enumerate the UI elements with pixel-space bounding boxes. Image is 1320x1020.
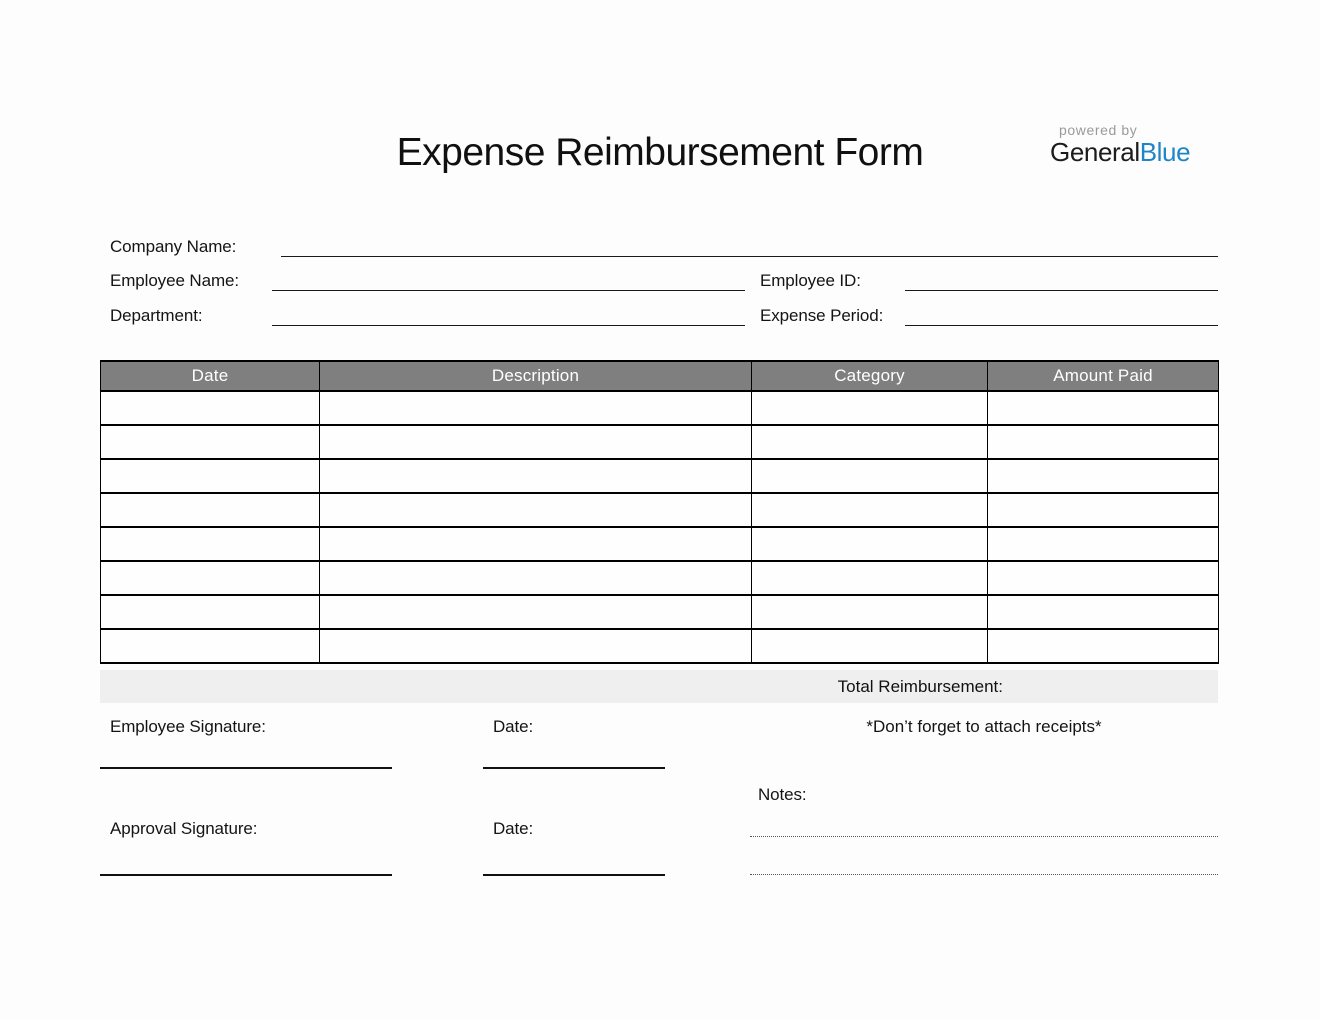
expense-cell-amount-paid[interactable] bbox=[988, 561, 1219, 595]
approval-date-label: Date: bbox=[493, 819, 534, 838]
expense-cell-description[interactable] bbox=[320, 391, 752, 425]
notes-label: Notes: bbox=[758, 785, 807, 804]
expense-cell-description[interactable] bbox=[320, 595, 752, 629]
expense-cell-date[interactable] bbox=[101, 595, 320, 629]
company-name-field[interactable] bbox=[281, 236, 1218, 257]
employee-date-label: Date: bbox=[493, 717, 534, 736]
column-header-amount-paid: Amount Paid bbox=[988, 361, 1219, 391]
generalblue-logo bbox=[1050, 122, 1220, 168]
expense-cell-amount-paid[interactable] bbox=[988, 629, 1219, 663]
expense-table-row bbox=[101, 527, 1219, 561]
expense-table-body bbox=[101, 391, 1219, 663]
total-reimbursement-row bbox=[100, 670, 1218, 703]
attach-receipts-reminder: *Don’t forget to attach receipts* bbox=[866, 717, 1102, 736]
expense-cell-date[interactable] bbox=[101, 425, 320, 459]
employee-date-line[interactable] bbox=[483, 745, 665, 769]
expense-cell-date[interactable] bbox=[101, 391, 320, 425]
expense-cell-date[interactable] bbox=[101, 561, 320, 595]
expense-cell-category[interactable] bbox=[752, 595, 988, 629]
employee-name-label: Employee Name: bbox=[110, 271, 239, 290]
expense-cell-amount-paid[interactable] bbox=[988, 459, 1219, 493]
expense-period-field[interactable] bbox=[905, 305, 1218, 326]
expense-cell-description[interactable] bbox=[320, 561, 752, 595]
employee-signature-line[interactable] bbox=[100, 745, 392, 769]
expense-cell-category[interactable] bbox=[752, 561, 988, 595]
total-reimbursement-label: Total Reimbursement: bbox=[837, 676, 1003, 696]
notes-line-2[interactable] bbox=[750, 851, 1218, 875]
employee-signature-label: Employee Signature: bbox=[110, 717, 266, 736]
expense-cell-category[interactable] bbox=[752, 391, 988, 425]
expense-table-header-row bbox=[101, 361, 1219, 391]
expense-cell-description[interactable] bbox=[320, 459, 752, 493]
brand-wordmark bbox=[1050, 138, 1220, 168]
column-header-date: Date bbox=[101, 361, 320, 391]
department-label: Department: bbox=[110, 306, 203, 325]
expense-cell-date[interactable] bbox=[101, 527, 320, 561]
expense-table-row bbox=[101, 459, 1219, 493]
expense-cell-date[interactable] bbox=[101, 629, 320, 663]
expense-cell-date[interactable] bbox=[101, 493, 320, 527]
expense-cell-description[interactable] bbox=[320, 629, 752, 663]
expense-cell-date[interactable] bbox=[101, 459, 320, 493]
column-header-category: Category bbox=[752, 361, 988, 391]
expense-cell-description[interactable] bbox=[320, 527, 752, 561]
page-title: Expense Reimbursement Form bbox=[396, 131, 924, 174]
expense-cell-description[interactable] bbox=[320, 493, 752, 527]
expense-cell-category[interactable] bbox=[752, 459, 988, 493]
expense-table-row bbox=[101, 391, 1219, 425]
brand-blue-text: Blue bbox=[1139, 137, 1191, 167]
expense-table-row bbox=[101, 629, 1219, 663]
expense-table bbox=[100, 360, 1219, 664]
column-header-description: Description bbox=[320, 361, 752, 391]
approval-signature-line[interactable] bbox=[100, 852, 392, 876]
expense-cell-amount-paid[interactable] bbox=[988, 595, 1219, 629]
brand-general-text: General bbox=[1050, 137, 1140, 167]
powered-by-text: powered by bbox=[1059, 122, 1138, 138]
notes-line-1[interactable] bbox=[750, 813, 1218, 837]
employee-name-field[interactable] bbox=[272, 270, 745, 291]
expense-cell-description[interactable] bbox=[320, 425, 752, 459]
expense-table-row bbox=[101, 561, 1219, 595]
expense-period-label: Expense Period: bbox=[760, 306, 884, 325]
employee-id-label: Employee ID: bbox=[760, 271, 861, 290]
expense-table-row bbox=[101, 493, 1219, 527]
approval-signature-label: Approval Signature: bbox=[110, 819, 258, 838]
expense-cell-category[interactable] bbox=[752, 493, 988, 527]
expense-cell-amount-paid[interactable] bbox=[988, 493, 1219, 527]
company-name-label: Company Name: bbox=[110, 237, 237, 256]
employee-id-field[interactable] bbox=[905, 270, 1218, 291]
expense-table-row bbox=[101, 595, 1219, 629]
expense-cell-amount-paid[interactable] bbox=[988, 527, 1219, 561]
expense-cell-amount-paid[interactable] bbox=[988, 425, 1219, 459]
expense-cell-category[interactable] bbox=[752, 629, 988, 663]
expense-cell-category[interactable] bbox=[752, 425, 988, 459]
expense-table-row bbox=[101, 425, 1219, 459]
approval-date-line[interactable] bbox=[483, 852, 665, 876]
expense-cell-category[interactable] bbox=[752, 527, 988, 561]
expense-cell-amount-paid[interactable] bbox=[988, 391, 1219, 425]
department-field[interactable] bbox=[272, 305, 745, 326]
